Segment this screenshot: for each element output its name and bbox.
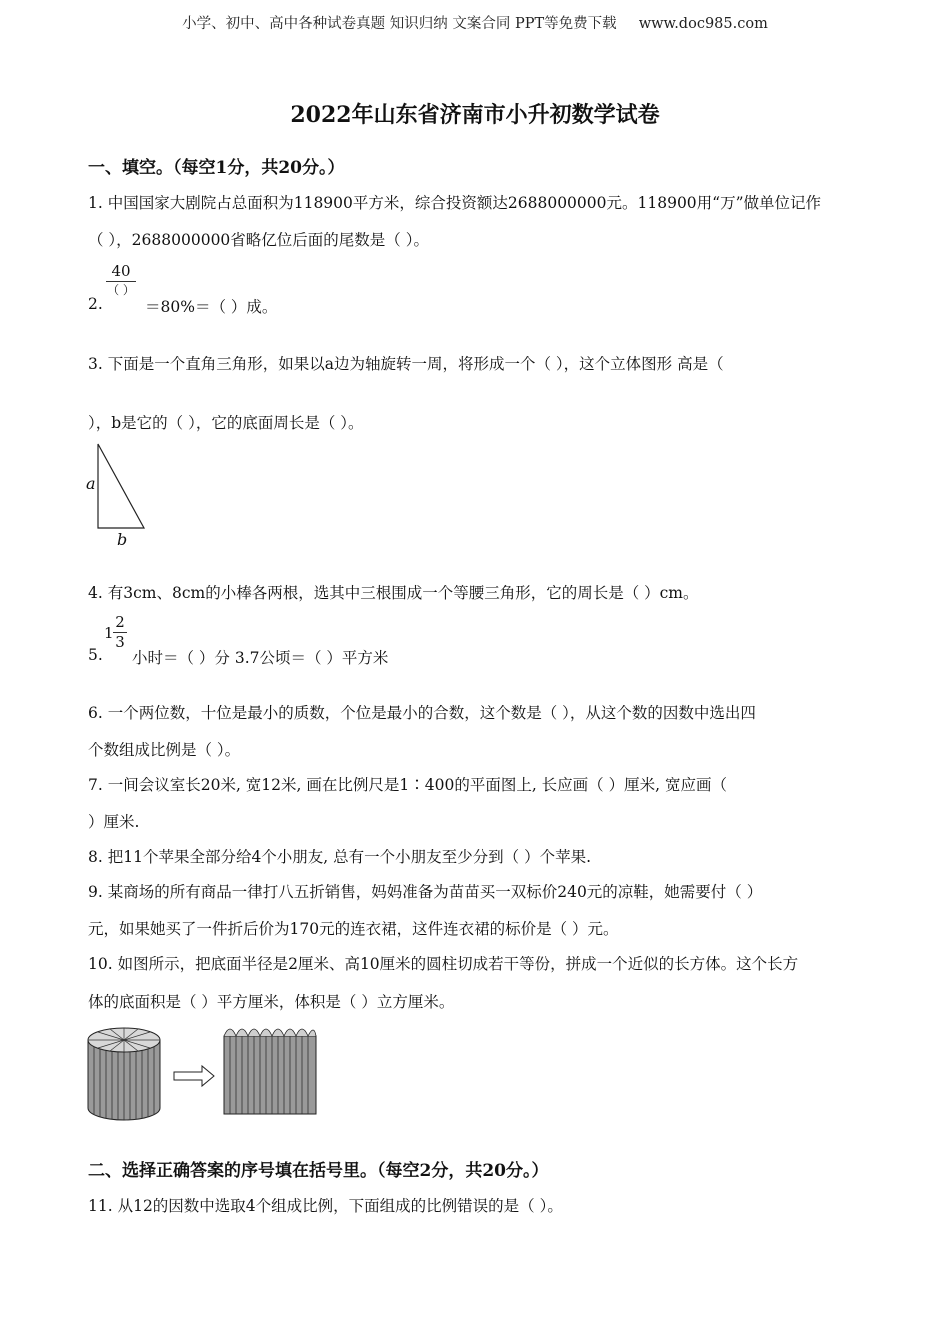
q10-line2: 体的底面积是（ ）平方厘米，体积是（ ）立方厘米。 — [88, 993, 455, 1011]
q5-denominator: 3 — [115, 633, 125, 651]
header-text: 小学、初中、高中各种试卷真题 知识归纳 文案合同 PPT等免费下载 — [182, 16, 617, 32]
q6-line2: 个数组成比例是（ ）。 — [88, 741, 241, 759]
page-header — [0, 12, 950, 33]
fraction-bar — [106, 281, 136, 282]
section1-heading: 一、填空。（每空1分，共20分。） — [88, 158, 345, 178]
q7-line2: ）厘米. — [88, 813, 140, 831]
triangle-label-b: b — [117, 530, 128, 549]
q2-fraction — [106, 264, 136, 296]
cuboid-icon — [224, 1029, 316, 1114]
q2-denominator: （ ） — [107, 283, 135, 297]
q7-line1: 7. 一间会议室长20米, 宽12米, 画在比例尺是1∶400的平面图上, 长应画（ ）厘米, 宽应画（ — [88, 776, 727, 794]
cylinder-icon — [88, 1028, 160, 1120]
q9-line2: 元，如果她买了一件折后价为170元的连衣裙，这件连衣裙的标价是（ ）元。 — [88, 920, 619, 938]
right-arrow-icon — [174, 1066, 214, 1086]
header-site-link[interactable]: www.doc985.com — [638, 16, 768, 32]
q1-line1: 1. 中国国家大剧院占总面积为118900平方米，综合投资额达2688000000元。118900用“万”做单位记作 — [88, 194, 822, 212]
section2-heading: 二、选择正确答案的序号填在括号里。（每空2分，共20分。） — [88, 1161, 549, 1181]
q5-numerator: 2 — [115, 613, 125, 631]
page-title: 2022年山东省济南市小升初数学试卷 — [290, 102, 660, 128]
q1-line2: （ ），2688000000省略亿位后面的尾数是（ ）。 — [88, 231, 429, 249]
triangle-shape — [98, 444, 144, 528]
cylinder-to-cuboid-figure — [86, 1020, 326, 1125]
q11-text: 11. 从12的因数中选取4个组成比例，下面组成的比例错误的是（ ）。 — [88, 1197, 563, 1215]
q8-text: 8. 把11个苹果全部分给4个小朋友, 总有一个小朋友至少分到（ ）个苹果. — [88, 848, 592, 866]
q2-number: 2. — [88, 295, 103, 313]
q5-fraction — [113, 615, 127, 650]
q4-text: 4. 有3cm、8cm的小棒各两根，选其中三根围成一个等腰三角形，它的周长是（ ）cm。 — [88, 584, 699, 602]
q3-line2: ），b是它的（ ），它的底面周长是（ ）。 — [88, 414, 364, 432]
q10-line1: 10. 如图所示，把底面半径是2厘米、高10厘米的圆柱切成若干等份，拼成一个近似的长方体。这个长方 — [88, 955, 799, 973]
q5-text: 小时＝（ ）分 3.7公顷＝（ ）平方米 — [132, 649, 389, 667]
q9-line1: 9. 某商场的所有商品一律打八五折销售，妈妈准备为苗苗买一双标价240元的凉鞋，她需要付（ ） — [88, 883, 763, 901]
q6-line1: 6. 一个两位数，十位是最小的质数，个位是最小的合数，这个数是（ ），从这个数的因数中选出四 — [88, 704, 756, 722]
triangle-label-a: a — [86, 474, 96, 493]
q5-whole: 1 — [104, 624, 114, 642]
q5-number: 5. — [88, 646, 103, 664]
q2-text: ＝80%＝（ ）成。 — [145, 298, 278, 316]
q2-numerator: 40 — [111, 262, 131, 280]
q3-line1: 3. 下面是一个直角三角形，如果以a边为轴旋转一周，将形成一个（ ），这个立体图形 高是（ — [88, 355, 724, 373]
